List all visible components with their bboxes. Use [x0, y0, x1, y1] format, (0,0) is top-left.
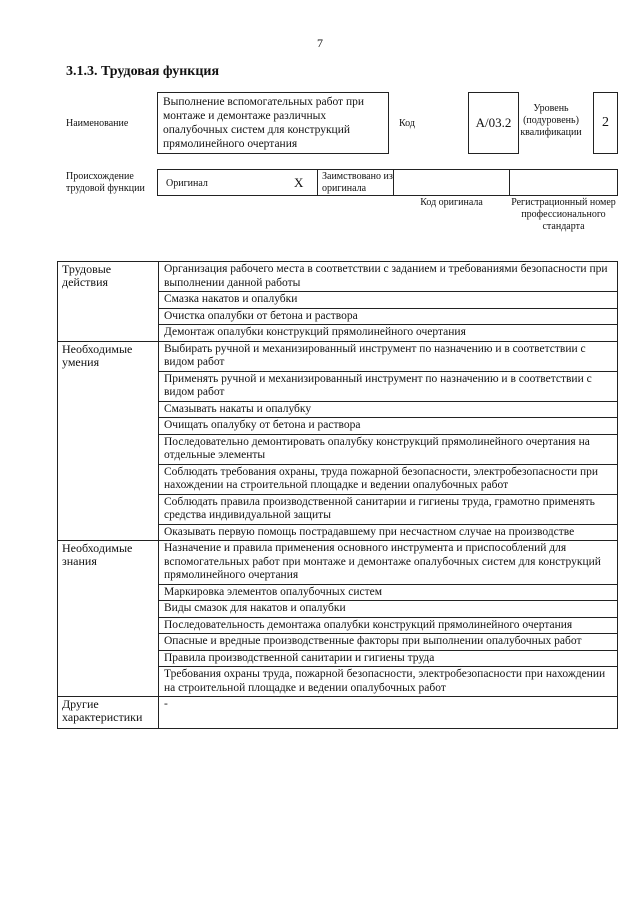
list-item: Очистка опалубки от бетона и раствора [159, 308, 618, 325]
name-label: Наименование [66, 118, 129, 129]
code-original-cell [393, 169, 510, 196]
list-item: Демонтаж опалубки конструкций прямолинейного очертания [159, 325, 618, 342]
code-original-caption: Код оригинала [420, 197, 483, 208]
list-item: Выбирать ручной и механизированный инструмент по назначению и в соответствии с видом работ [159, 341, 618, 371]
list-item: Назначение и правила применения основного инструмента и приспособлений для вспомогательных работ при монтаже и демонтаже опалубочных систем для конструкций прямолинейного очертания [159, 541, 618, 585]
list-item: Очищать опалубку от бетона и раствора [159, 418, 618, 435]
original-label: Оригинал [166, 178, 208, 189]
table-row [58, 262, 618, 292]
original-mark: X [294, 175, 304, 190]
list-item: Организация рабочего места в соответствии с заданием и требованиями безопасности при выполнении данной работы [159, 262, 618, 292]
reg-number-caption: Регистрационный номер профессионального стандарта [511, 197, 616, 232]
list-item: Смазка накатов и опалубки [159, 292, 618, 309]
section-head: Трудовые действия [58, 262, 159, 342]
list-item: Опасные и вредные производственные факторы при выполнении опалубочных работ [159, 634, 618, 651]
list-item: Последовательно демонтировать опалубку конструкций прямолинейного очертания на отдельные элементы [159, 434, 618, 464]
qualification-level-box: 2 [593, 92, 618, 154]
list-item: Применять ручной и механизированный инструмент по назначению и в соответствии с видом работ [159, 371, 618, 401]
borrowed-label: Заимствовано из оригинала [322, 171, 393, 194]
borrowed-cell [317, 169, 394, 196]
section-head: Другие характеристики [58, 697, 159, 729]
list-item: Виды смазок для накатов и опалубки [159, 601, 618, 618]
section-head: Необходимые умения [58, 341, 159, 541]
code-value-box: А/03.2 [468, 92, 519, 154]
function-name-box: Выполнение вспомогательных работ при монтаже и демонтаже различных опалубочных систем для конструкций прямолинейного очертания [157, 92, 389, 154]
section-title: 3.1.3. Трудовая функция [66, 64, 220, 79]
list-item: Соблюдать правила производственной санитарии и гигиены труда, грамотно применять средства индивидуальной защиты [159, 494, 618, 524]
labor-function-table [57, 261, 618, 729]
list-item: Последовательность демонтажа опалубки конструкций прямолинейного очертания [159, 617, 618, 634]
list-item: Требования охраны труда, пожарной безопасности, электробезопасности при нахождении на строительной площадке и ведении опалубочных работ [159, 667, 618, 697]
list-item: - [159, 697, 618, 729]
list-item: Оказывать первую помощь пострадавшему при несчастном случае на производстве [159, 524, 618, 541]
origin-label: Происхождение трудовой функции [66, 171, 145, 194]
qualification-level-label: Уровень (подуровень) квалификации [520, 103, 582, 138]
page-number: 7 [317, 36, 323, 50]
table-row [58, 697, 618, 729]
table-row [58, 341, 618, 371]
list-item: Соблюдать требования охраны, труда пожарной безопасности, электробезопасности при нахождении на строительной площадке и ведении опалубочных работ [159, 464, 618, 494]
code-label: Код [399, 118, 415, 129]
original-cell [157, 169, 318, 196]
section-head: Необходимые знания [58, 541, 159, 697]
list-item: Маркировка элементов опалубочных систем [159, 584, 618, 601]
reg-number-cell [509, 169, 618, 196]
table-row [58, 541, 618, 585]
origin-row [157, 169, 618, 196]
list-item: Смазывать накаты и опалубку [159, 401, 618, 418]
list-item: Правила производственной санитарии и гигиены труда [159, 650, 618, 667]
